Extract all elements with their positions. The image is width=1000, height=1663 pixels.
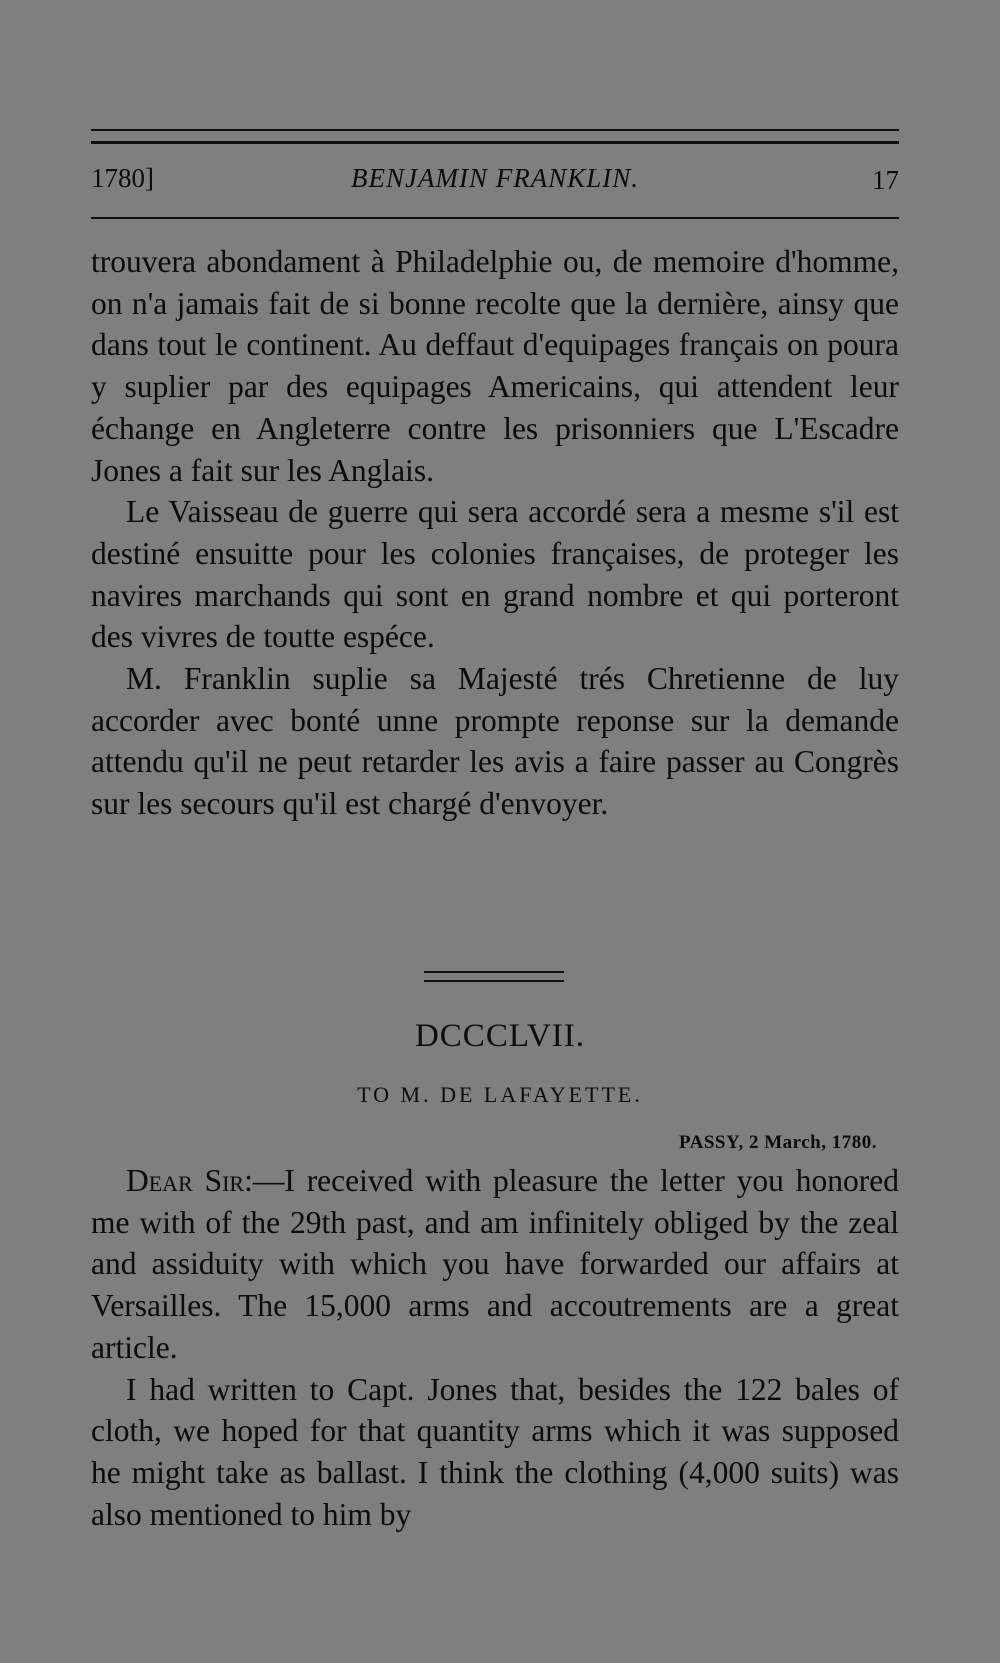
running-head-title: BENJAMIN FRANKLIN. — [351, 163, 639, 193]
letter-paragraph-2: I had written to Capt. Jones that, besides the 122 bales of cloth, we hoped for that quantity arms which it was supposed he might take as ballast. I think the clothing (4,000 suits) was also mentioned to him by — [91, 1371, 899, 1532]
continuation-paragraph-1: trouvera abondament à Philadelphie ou, de memoire d'homme, on n'a jamais fait de si bonne recolte que la dernière, ainsy que dans tout le continent. Au deffaut d'equipages français on poura y suplier par des equipages Americains, qui attendent leur échange en Angleterre contre les prisonniers que L'Escadre Jones a fait sur les Anglais. — [91, 244, 899, 488]
letter-dateline: PASSY, 2 March, 1780. — [678, 1132, 877, 1153]
letter-body — [91, 1160, 899, 1535]
letter-paragraph-1-text: :—I received with pleasure the letter you honored me with of the 29th past, and am infinitely obliged by the zeal and assiduity with which you have forwarded our affairs at Versailles. The 15,000 arms and accoutrements are a great article. — [91, 1163, 899, 1365]
letter-paragraph-1 — [91, 1160, 899, 1369]
letter-addressee: TO M. DE LAFAYETTE. — [357, 1082, 643, 1107]
section-divider-upper — [424, 971, 564, 973]
continuation-paragraph-2: Le Vaisseau de guerre qui sera accordé sera a mesme s'il est destiné ensuitte pour les colonies françaises, de proteger les navires marchands qui sont en grand nombre et qui porteront des vivres de toutte espéce. — [91, 494, 899, 655]
running-head-rule — [91, 217, 899, 219]
letter-number: DCCCLVII. — [414, 1018, 586, 1054]
continuation-text — [91, 241, 899, 825]
letter-salutation: Dear Sir — [126, 1163, 245, 1198]
top-rule-lower — [91, 141, 899, 144]
continuation-paragraph-3: M. Franklin suplie sa Majesté trés Chretienne de luy accorder avec bonté unne prompte reponse sur la demande attendu qu'il ne peut retarder les avis a faire passer au Congrès sur les secours qu'il est chargé d'envoyer. — [91, 661, 899, 822]
running-head-year: 1780] — [91, 163, 154, 193]
running-head — [91, 163, 899, 203]
page-number: 17 — [872, 165, 899, 195]
section-divider-lower — [424, 980, 564, 982]
top-rule-upper — [91, 129, 899, 131]
